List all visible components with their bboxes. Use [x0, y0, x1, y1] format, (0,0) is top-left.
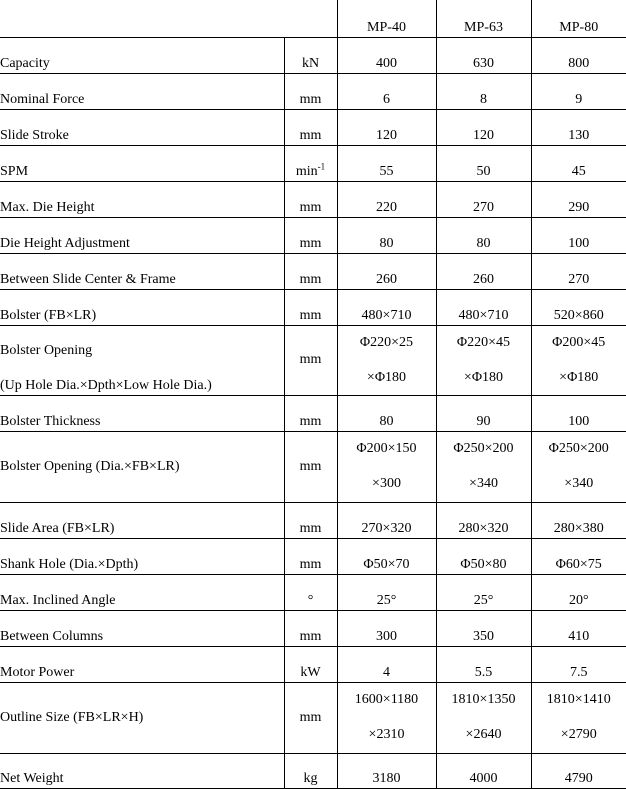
- value-text: 45: [572, 164, 586, 179]
- value-cell: [436, 431, 531, 502]
- param-cell: [0, 145, 284, 181]
- unit-cell: [284, 325, 337, 395]
- unit-label: kW: [300, 665, 320, 680]
- table-row: [0, 395, 626, 431]
- param-label: Slide Stroke: [0, 128, 69, 143]
- value-line2: ×Φ180: [338, 369, 436, 386]
- value-text: 20°: [569, 593, 589, 608]
- value-cell: [436, 538, 531, 574]
- value-line1: Φ220×25: [338, 334, 436, 351]
- value-cell: [531, 325, 626, 395]
- unit-label: °: [308, 593, 314, 608]
- value-line1: Φ250×200: [437, 440, 531, 457]
- unit-cell: [284, 395, 337, 431]
- unit-label: mm: [300, 308, 322, 323]
- value-line1: Φ200×45: [532, 334, 626, 351]
- param-cell: [0, 325, 284, 395]
- param-label: Slide Area (FB×LR): [0, 521, 114, 536]
- unit-label: mm: [300, 236, 322, 251]
- value-cell: [531, 502, 626, 538]
- value-text: 120: [473, 128, 494, 143]
- param-cell: [0, 753, 284, 788]
- value-cell: [436, 395, 531, 431]
- value-cell: [531, 646, 626, 682]
- value-text: 120: [376, 128, 397, 143]
- unit-cell: [284, 217, 337, 253]
- param-cell: [0, 253, 284, 289]
- value-text: 8: [480, 92, 487, 107]
- value-cell: [531, 217, 626, 253]
- value-cell: [436, 610, 531, 646]
- value-line1: Φ220×45: [437, 334, 531, 351]
- value-text: Φ60×75: [556, 557, 602, 572]
- value-text: 9: [575, 92, 582, 107]
- value-line2: ×300: [338, 475, 436, 492]
- line-gap: [338, 457, 436, 475]
- line-gap: [338, 708, 436, 726]
- table-row: [0, 646, 626, 682]
- param-cell: [0, 538, 284, 574]
- value-text: 80: [380, 414, 394, 429]
- value-line1: 1600×1180: [338, 691, 436, 708]
- value-text: 350: [473, 629, 494, 644]
- value-text: 55: [380, 164, 394, 179]
- table-row: [0, 145, 626, 181]
- param-label: Bolster (FB×LR): [0, 308, 96, 323]
- unit-label: kg: [304, 771, 318, 786]
- value-text: 400: [376, 56, 397, 71]
- value-line2: ×Φ180: [532, 369, 626, 386]
- value-text: 6: [383, 92, 390, 107]
- unit-cell: [284, 431, 337, 502]
- table-row: [0, 538, 626, 574]
- table-row: [0, 217, 626, 253]
- unit-label: mm: [300, 414, 322, 429]
- value-cell: [531, 538, 626, 574]
- value-text: 520×860: [554, 308, 604, 323]
- value-cell: [337, 610, 436, 646]
- table-row: [0, 289, 626, 325]
- value-text: 270×320: [362, 521, 412, 536]
- param-label: Max. Die Height: [0, 200, 94, 215]
- table-row: [0, 73, 626, 109]
- value-text: 270: [568, 272, 589, 287]
- value-cell: [531, 682, 626, 753]
- model-header-mp40: MP-40: [337, 0, 436, 37]
- value-cell: [436, 325, 531, 395]
- unit-cell: [284, 145, 337, 181]
- unit-label: mm: [300, 710, 322, 725]
- param-cell: [0, 502, 284, 538]
- table-row: [0, 431, 626, 502]
- value-text: 630: [473, 56, 494, 71]
- value-text: 25°: [474, 593, 494, 608]
- value-cell: [337, 538, 436, 574]
- param-label: Between Slide Center & Frame: [0, 272, 176, 287]
- value-cell: [337, 73, 436, 109]
- value-text: 3180: [373, 771, 401, 786]
- value-text: 80: [380, 236, 394, 251]
- unit-cell: [284, 253, 337, 289]
- value-cell: [337, 753, 436, 788]
- value-text: 25°: [377, 593, 397, 608]
- value-line2: ×340: [532, 475, 626, 492]
- value-text: 50: [477, 164, 491, 179]
- param-label: Max. Inclined Angle: [0, 593, 115, 608]
- value-line1: Φ250×200: [532, 440, 626, 457]
- unit-cell: [284, 109, 337, 145]
- unit-cell: [284, 610, 337, 646]
- line-gap: [437, 351, 531, 369]
- value-text: 5.5: [475, 665, 493, 680]
- value-cell: [337, 502, 436, 538]
- table-row: [0, 753, 626, 788]
- param-cell: [0, 73, 284, 109]
- param-label: Shank Hole (Dia.×Dpth): [0, 557, 138, 572]
- unit-label: mm: [300, 92, 322, 107]
- unit-label: mm: [300, 629, 322, 644]
- unit-label: mm: [300, 200, 322, 215]
- value-line2: ×2790: [532, 726, 626, 743]
- unit-label: mm: [300, 521, 322, 536]
- param-label: Net Weight: [0, 771, 64, 786]
- param-cell: [0, 574, 284, 610]
- param-cell: [0, 289, 284, 325]
- value-cell: [436, 73, 531, 109]
- unit-cell: [284, 753, 337, 788]
- value-cell: [531, 73, 626, 109]
- value-cell: [337, 253, 436, 289]
- value-cell: [531, 181, 626, 217]
- param-label-line2: (Up Hole Dia.×Dpth×Low Hole Dia.): [0, 377, 284, 394]
- table-row: [0, 253, 626, 289]
- param-label: Bolster Opening (Dia.×FB×LR): [0, 459, 180, 474]
- value-cell: [337, 646, 436, 682]
- unit-cell: [284, 574, 337, 610]
- param-cell: [0, 646, 284, 682]
- value-cell: [436, 37, 531, 73]
- value-text: 4000: [470, 771, 498, 786]
- value-text: 100: [568, 236, 589, 251]
- value-cell: [531, 753, 626, 788]
- value-cell: [337, 145, 436, 181]
- table-row: [0, 37, 626, 73]
- unit-label: kN: [302, 56, 319, 71]
- param-cell: [0, 610, 284, 646]
- value-cell: [436, 109, 531, 145]
- value-text: 280×380: [554, 521, 604, 536]
- unit-label: min: [296, 164, 318, 179]
- value-cell: [436, 181, 531, 217]
- value-cell: [337, 217, 436, 253]
- value-line2: ×2640: [437, 726, 531, 743]
- param-cell: [0, 682, 284, 753]
- value-text: 130: [568, 128, 589, 143]
- param-cell: [0, 217, 284, 253]
- value-text: 260: [473, 272, 494, 287]
- value-cell: [337, 574, 436, 610]
- value-cell: [436, 253, 531, 289]
- value-text: 80: [477, 236, 491, 251]
- value-text: 290: [568, 200, 589, 215]
- value-text: 4: [383, 665, 390, 680]
- value-cell: [337, 325, 436, 395]
- table-row: [0, 325, 626, 395]
- value-line2: ×Φ180: [437, 369, 531, 386]
- unit-cell: [284, 538, 337, 574]
- param-label: Motor Power: [0, 665, 74, 680]
- value-text: 410: [568, 629, 589, 644]
- value-cell: [436, 574, 531, 610]
- value-cell: [337, 289, 436, 325]
- model-header-mp63: MP-63: [436, 0, 531, 37]
- value-cell: [337, 181, 436, 217]
- value-line1: Φ200×150: [338, 440, 436, 457]
- value-cell: [337, 109, 436, 145]
- value-cell: [337, 395, 436, 431]
- line-gap: [532, 708, 626, 726]
- value-text: 800: [568, 56, 589, 71]
- unit-cell: [284, 37, 337, 73]
- param-label: Between Columns: [0, 629, 103, 644]
- line-gap: [437, 708, 531, 726]
- param-label: Outline Size (FB×LR×H): [0, 710, 143, 725]
- unit-cell: [284, 682, 337, 753]
- value-line1: 1810×1350: [437, 691, 531, 708]
- unit-label: mm: [300, 459, 322, 474]
- value-text: Φ50×80: [460, 557, 506, 572]
- value-cell: [531, 574, 626, 610]
- unit-label: mm: [300, 352, 322, 367]
- value-cell: [531, 289, 626, 325]
- unit-label: mm: [300, 557, 322, 572]
- unit-superscript: -1: [318, 161, 326, 171]
- table-row: [0, 181, 626, 217]
- line-gap: [437, 457, 531, 475]
- value-cell: [531, 395, 626, 431]
- line-gap: [338, 351, 436, 369]
- param-label: Bolster Thickness: [0, 414, 100, 429]
- param-cell: [0, 181, 284, 217]
- param-label: Bolster Opening: [0, 342, 284, 359]
- value-cell: [531, 37, 626, 73]
- unit-cell: [284, 73, 337, 109]
- param-label: SPM: [0, 164, 28, 179]
- header-blank-cell: [0, 0, 337, 37]
- line-gap: [532, 351, 626, 369]
- value-cell: [436, 289, 531, 325]
- line-gap: [0, 359, 284, 377]
- value-cell: [531, 431, 626, 502]
- unit-label: mm: [300, 128, 322, 143]
- value-cell: [436, 682, 531, 753]
- value-line2: ×340: [437, 475, 531, 492]
- value-text: Φ50×70: [363, 557, 409, 572]
- param-cell: [0, 395, 284, 431]
- value-text: 100: [568, 414, 589, 429]
- value-text: 90: [477, 414, 491, 429]
- value-cell: [436, 502, 531, 538]
- unit-cell: [284, 502, 337, 538]
- unit-cell: [284, 646, 337, 682]
- param-label: Nominal Force: [0, 92, 84, 107]
- value-line1: 1810×1410: [532, 691, 626, 708]
- table-row: [0, 610, 626, 646]
- table-row: [0, 109, 626, 145]
- value-text: 300: [376, 629, 397, 644]
- value-cell: [531, 253, 626, 289]
- value-cell: [531, 109, 626, 145]
- unit-cell: [284, 181, 337, 217]
- value-text: 270: [473, 200, 494, 215]
- value-cell: [337, 682, 436, 753]
- param-cell: [0, 431, 284, 502]
- param-cell: [0, 109, 284, 145]
- value-cell: [531, 610, 626, 646]
- param-cell: [0, 37, 284, 73]
- value-text: 7.5: [570, 665, 588, 680]
- value-cell: [337, 37, 436, 73]
- value-cell: [337, 431, 436, 502]
- unit-label: mm: [300, 272, 322, 287]
- param-label: Die Height Adjustment: [0, 236, 130, 251]
- value-text: 220: [376, 200, 397, 215]
- table-row: [0, 502, 626, 538]
- value-line2: ×2310: [338, 726, 436, 743]
- table-row: [0, 574, 626, 610]
- value-text: 280×320: [459, 521, 509, 536]
- line-gap: [532, 457, 626, 475]
- unit-cell: [284, 289, 337, 325]
- value-cell: [436, 753, 531, 788]
- value-text: 260: [376, 272, 397, 287]
- param-label: Capacity: [0, 56, 50, 71]
- table-row: [0, 682, 626, 753]
- model-header-mp80: MP-80: [531, 0, 626, 37]
- value-cell: [531, 145, 626, 181]
- value-cell: [436, 646, 531, 682]
- header-row: [0, 0, 626, 37]
- value-cell: [436, 217, 531, 253]
- value-text: 480×710: [362, 308, 412, 323]
- value-cell: [436, 145, 531, 181]
- value-text: 4790: [565, 771, 593, 786]
- value-text: 480×710: [459, 308, 509, 323]
